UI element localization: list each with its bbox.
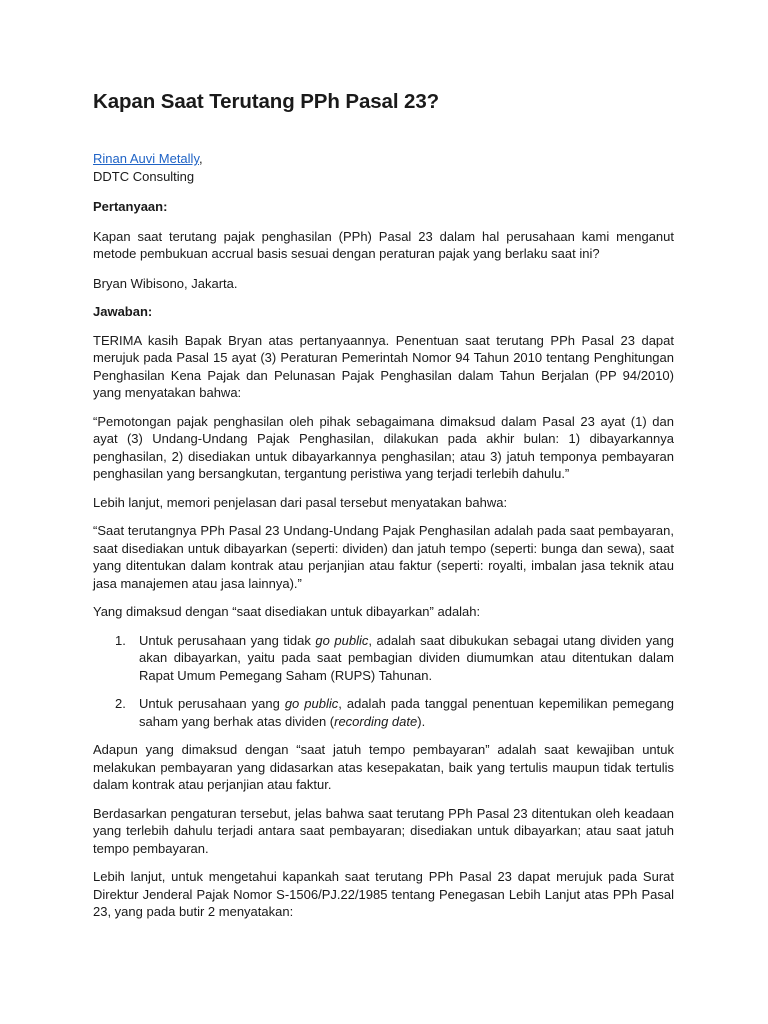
author-line (93, 150, 674, 168)
author-link[interactable]: Rinan Auvi Metally (93, 151, 199, 166)
answer-label: Jawaban: (93, 304, 153, 319)
list-item (93, 695, 674, 730)
answer-paragraph-4: Adapun yang dimaksud dengan “saat jatuh tempo pembayaran” adalah saat kewajiban untuk melakukan pembayaran yang didasarkan atas kesepakatan, baik yang tertulis maupun tidak tertulis dalam kontrak atau perjanjian atau faktur. (93, 742, 674, 792)
question-text: Kapan saat terutang pajak penghasilan (PPh) Pasal 23 dalam hal perusahaan kami menganut metode pembukuan accrual basis sesuai dengan peraturan pajak yang berlaku saat ini? (93, 228, 674, 261)
author-comma: , (198, 151, 203, 166)
list-item-text: , adalah saat dibukukan sebagai utang dividen yang akan dibayarkan, yaitu pada saat pembagian dividen diumumkan atau ditentukan dalam Rapat Umum Pemegang Saham (RUPS) Tahunan. (139, 632, 674, 683)
blockquote-memori: “Saat terutangnya PPh Pasal 23 Undang-Undang Pajak Penghasilan adalah pada saat pembayaran, saat disediakan untuk dibayarkan (seperti: dividen) dan jatuh tempo (seperti: bunga dan sewa), saat yang ditentukan dalam kontrak atau perjanjian atau faktur (seperti: royalti, imbalan jasa teknik atau jasa manajemen atau jasa lainnya).” (93, 523, 674, 591)
list-item-emphasis: recording date (334, 713, 418, 729)
list-item-text: ). (417, 713, 426, 729)
list-item-emphasis: go public (315, 632, 369, 648)
article-title: Kapan Saat Terutang PPh Pasal 23? (93, 90, 440, 113)
list-item-text: Untuk perusahaan yang tidak (139, 632, 316, 648)
list-item-text: , adalah pada tanggal penentuan kepemilikan pemegang saham yang berhak atas dividen ( (139, 696, 674, 729)
list-item-text: Untuk perusahaan yang (139, 696, 285, 711)
question-label: Pertanyaan: (93, 199, 168, 214)
author-block (93, 150, 674, 186)
numbered-list (93, 632, 674, 731)
author-organization: DDTC Consulting (93, 169, 195, 184)
list-item (93, 632, 674, 685)
answer-paragraph-3: Yang dimaksud dengan “saat disediakan untuk dibayarkan” adalah: (93, 604, 481, 619)
list-item-number: 2. (115, 696, 126, 711)
list-item-number: 1. (115, 632, 126, 648)
document-page (93, 88, 674, 921)
blockquote-pp94: “Pemotongan pajak penghasilan oleh pihak sebagaimana dimaksud dalam Pasal 23 ayat (1) dan ayat (3) Undang-Undang Pajak Penghasilan, dilakukan pada akhir bulan: 1) dibayarkannya penghasilan, 2) disediakan untuk dibayarkannya penghasilan; atau 3) jatuh temponya pembayaran penghasilan yang bersangkutan, tergantung peristiwa yang terjadi terlebih dahulu.” (93, 413, 674, 481)
question-asker: Bryan Wibisono, Jakarta. (93, 275, 238, 291)
answer-paragraph-5: Berdasarkan pengaturan tersebut, jelas bahwa saat terutang PPh Pasal 23 ditentukan oleh keadaan yang terlebih dahulu terjadi antara saat pembayaran; disediakan untuk dibayarkan; atau saat jatuh tempo pembayaran. (93, 805, 674, 856)
list-item-emphasis: go public (284, 696, 339, 711)
answer-paragraph-1: TERIMA kasih Bapak Bryan atas pertanyaannya. Penentuan saat terutang PPh Pasal 23 dapat merujuk pada Pasal 15 ayat (3) Peraturan Pemerintah Nomor 94 Tahun 2010 tentang Penghitungan Penghasilan Kena Pajak dan Pelunasan Pajak Penghasilan dalam Tahun Berjalan (PP 94/2010) yang menyatakan bahwa: (93, 332, 674, 400)
answer-paragraph-6: Lebih lanjut, untuk mengetahui kapankah saat terutang PPh Pasal 23 dapat merujuk pada Surat Direktur Jenderal Pajak Nomor S-1506/PJ.22/1985 tentang Penegasan Lebih Lanjut atas PPh Pasal 23, yang pada butir 2 menyatakan: (93, 869, 674, 919)
answer-paragraph-2: Lebih lanjut, memori penjelasan dari pasal tersebut menyatakan bahwa: (93, 494, 508, 510)
